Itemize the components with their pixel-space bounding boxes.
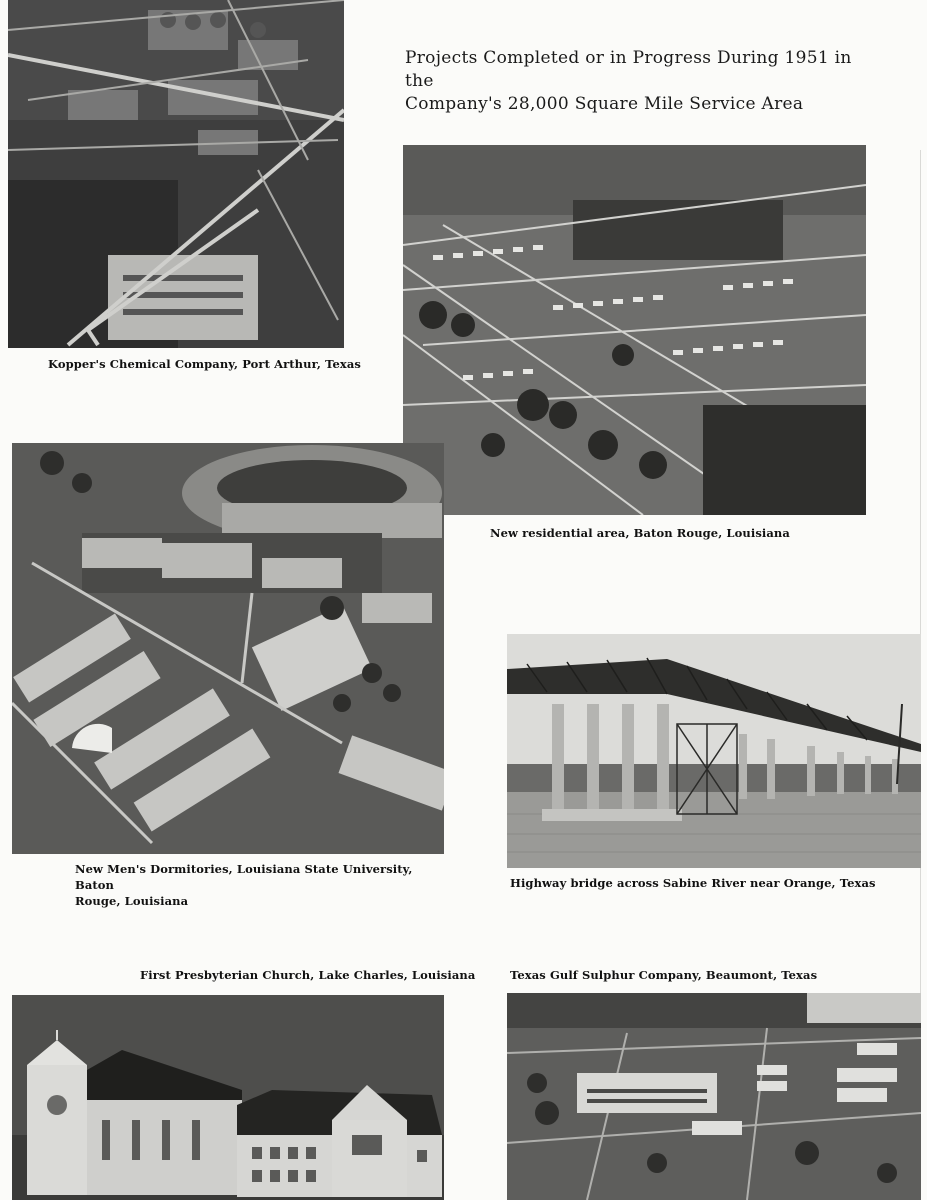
photo-koppers-chemical [8,0,344,348]
caption-texas-gulf-sulphur: Texas Gulf Sulphur Company, Beaumont, Texas [510,968,818,982]
photo-sabine-bridge [507,634,921,868]
photo-presbyterian-church [12,995,444,1200]
page-title [405,47,875,116]
page-title-line-2: Company's 28,000 Square Mile Service Area [405,94,804,114]
caption-baton-rouge-residential: New residential area, Baton Rouge, Louisiana [490,526,790,540]
photo-lsu-dormitories [12,443,444,854]
caption-lsu-dormitories-line-1: New Men's Dormitories, Louisiana State University, Baton [75,862,413,892]
caption-sabine-bridge: Highway bridge across Sabine River near Orange, Texas [510,876,876,890]
caption-koppers-chemical: Kopper's Chemical Company, Port Arthur, Texas [48,357,361,371]
caption-lsu-dormitories-line-2: Rouge, Louisiana [75,894,189,908]
page-title-line-1: Projects Completed or in Progress During 1951 in the [405,48,852,91]
caption-presbyterian-church: First Presbyterian Church, Lake Charles, Louisiana [140,968,476,982]
photo-baton-rouge-residential [403,145,866,515]
caption-lsu-dormitories [75,861,445,909]
photo-texas-gulf-sulphur [507,993,921,1200]
